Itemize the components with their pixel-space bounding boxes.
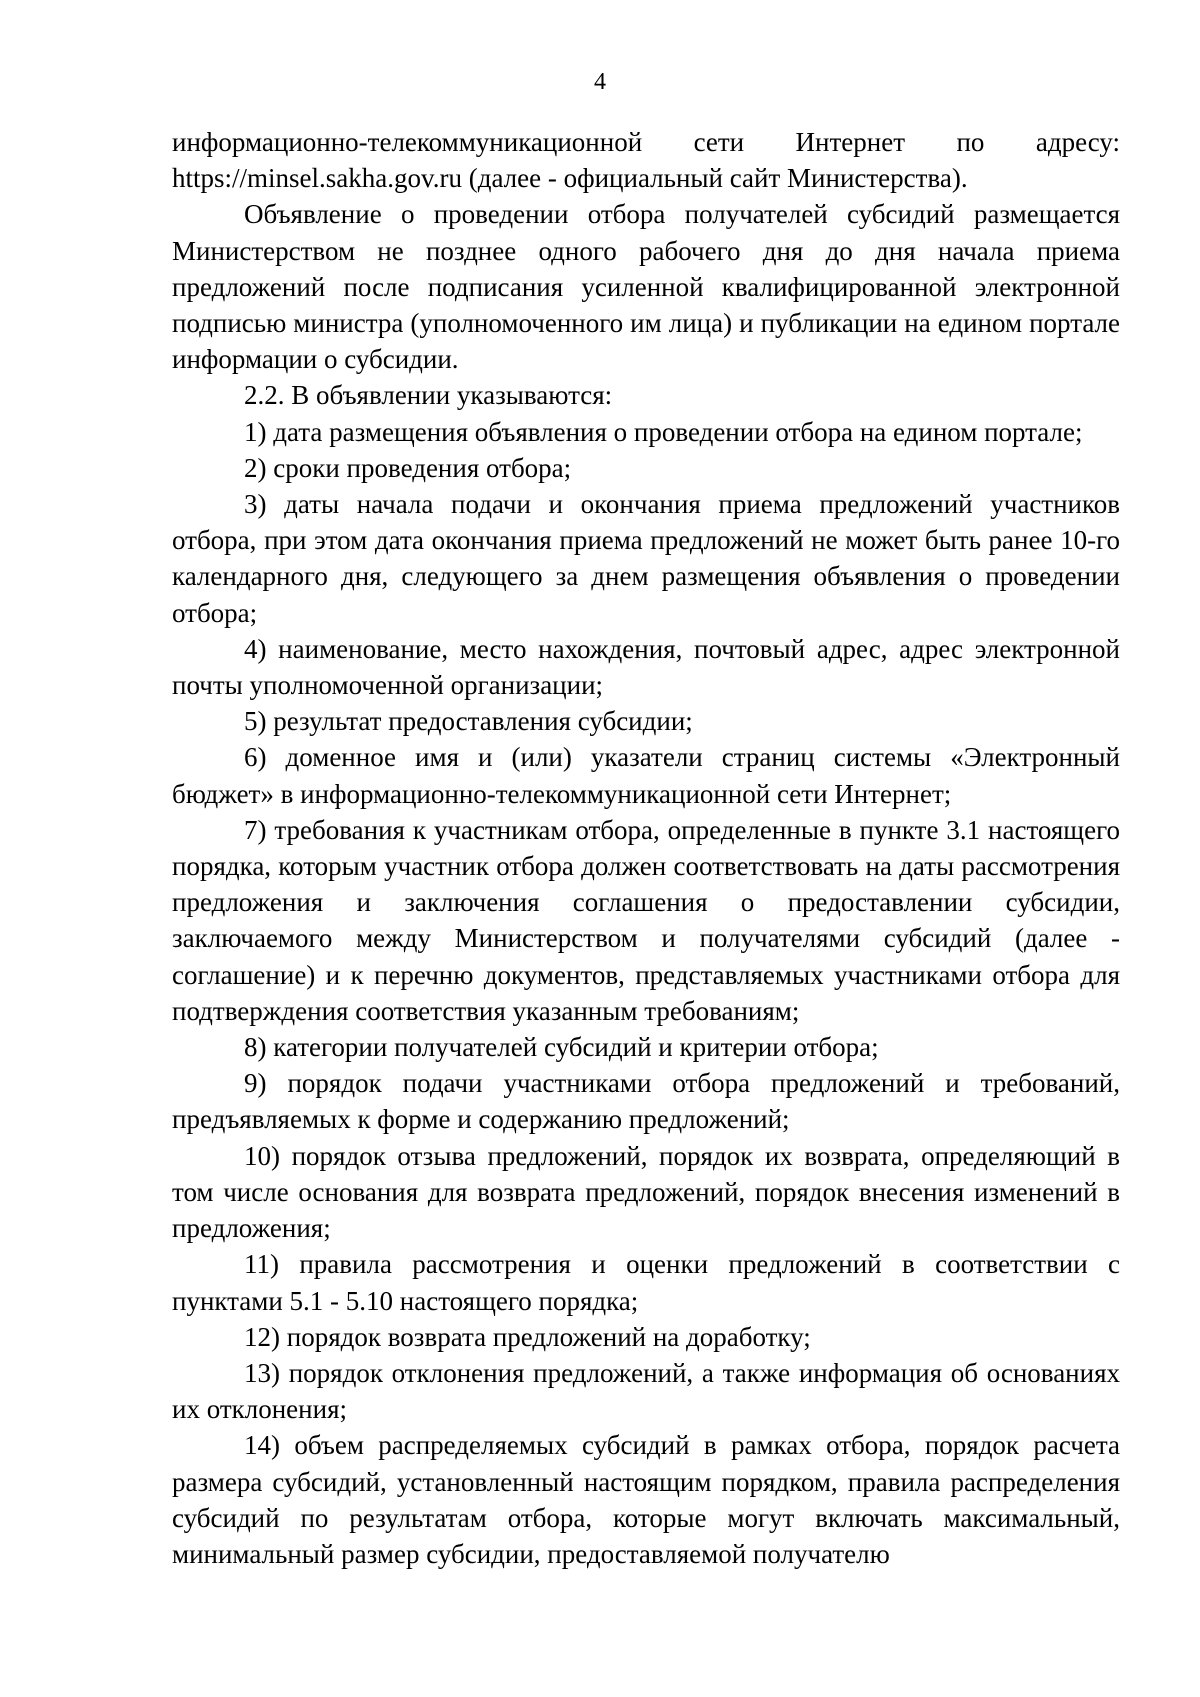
list-item-3: 3) даты начала подачи и окончания приема предложений участников отбора, при этом дата окончания приема предложений не может быть ранее 10-го календарного дня, следующего за днем размещения объявления о проведении отбора; xyxy=(172,489,1120,628)
paragraph-section-2-2: 2.2. В объявлении указываются: xyxy=(244,380,613,411)
list-item-5: 5) результат предоставления субсидии; xyxy=(244,706,693,737)
list-item-7: 7) требования к участникам отбора, определенные в пункте 3.1 настоящего порядка, которым участник отбора должен соответствовать на даты рассмотрения предложения и заключения соглашения о предоставлении субсидии, заключаемого между Министерством и получателями субсидий (далее - соглашение) и к перечню документов, представляемых участниками отбора для подтверждения соответствия указанным требованиям; xyxy=(172,814,1120,1026)
list-item-10: 10) порядок отзыва предложений, порядок их возврата, определяющий в том числе основания для возврата предложений, порядок внесения изменений в предложения; xyxy=(172,1140,1120,1244)
document-body xyxy=(172,124,1120,1572)
list-item-11: 11) правила рассмотрения и оценки предложений в соответствии с пунктами 5.1 - 5.10 настоящего порядка; xyxy=(172,1249,1120,1316)
list-item-14: 14) объем распределяемых субсидий в рамках отбора, порядок расчета размера субсидий, установленный настоящим порядком, правила распределения субсидий по результатам отбора, которые могут включать максимальный, минимальный размер субсидии, предоставляемой получателю xyxy=(172,1430,1120,1569)
list-item-9: 9) порядок подачи участниками отбора предложений и требований, предъявляемых к форме и содержанию предложений; xyxy=(172,1068,1120,1135)
page-number: 4 xyxy=(594,69,606,95)
list-item-8: 8) категории получателей субсидий и критерии отбора; xyxy=(244,1032,879,1063)
list-item-4: 4) наименование, место нахождения, почтовый адрес, адрес электронной почты уполномоченной организации; xyxy=(172,633,1120,701)
list-item-6: 6) доменное имя и (или) указатели страниц системы «Электронный бюджет» в информационно-телекоммуникационной сети Интернет; xyxy=(172,742,1120,809)
list-item-2: 2) сроки проведения отбора; xyxy=(244,452,572,483)
list-item-12: 12) порядок возврата предложений на доработку; xyxy=(244,1321,811,1352)
paragraph-announcement-placement: Объявление о проведении отбора получателей субсидий размещается Министерством не позднее одного рабочего дня до дня начала приема предложений после подписания усиленной квалифицированной электронной подписью министра (уполномоченного им лица) и публикации на едином портале информации о субсидии. xyxy=(172,199,1120,375)
list-item-1: 1) дата размещения объявления о проведении отбора на едином портале; xyxy=(244,416,1083,447)
paragraph-website-address: информационно-телекоммуникационной сети Интернет по адресу: https://minsel.sakha.gov.ru (далее - официальный сайт Министерства). xyxy=(172,127,1120,194)
list-item-13: 13) порядок отклонения предложений, а также информация об основаниях их отклонения; xyxy=(172,1357,1120,1425)
